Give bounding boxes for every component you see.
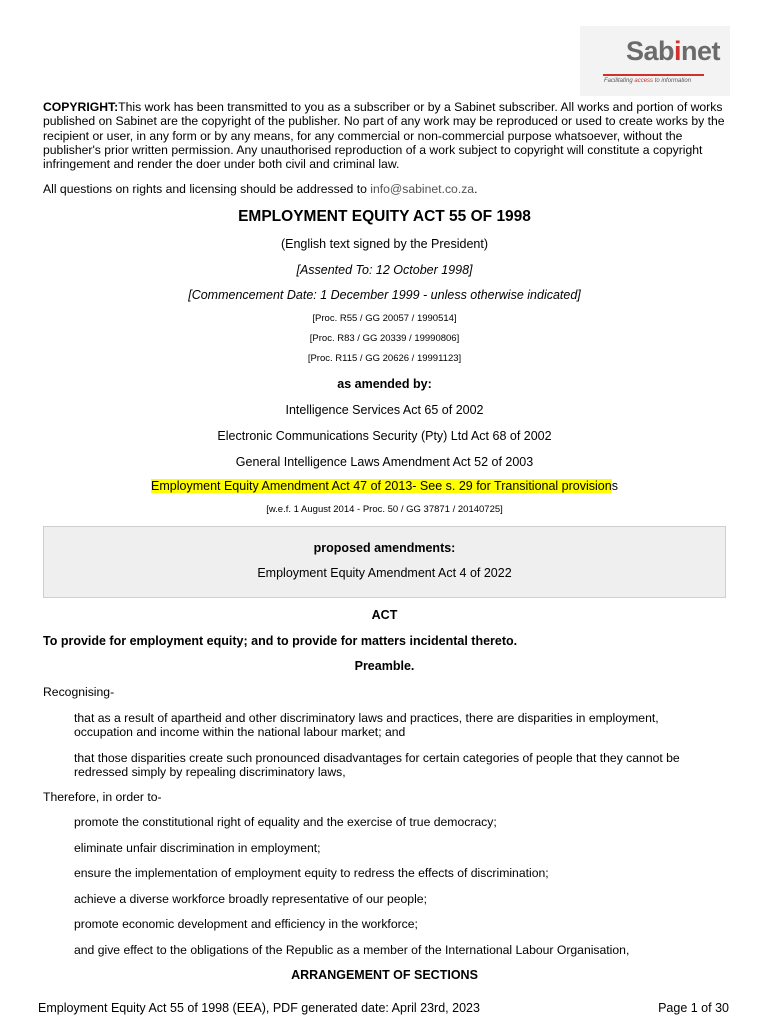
therefore-item: achieve a diverse workforce broadly representative of our people; — [74, 892, 427, 906]
amendment-1: Intelligence Services Act 65 of 2002 — [285, 403, 484, 417]
logo-tagline: Facilitating access to information — [604, 78, 692, 84]
proclamation-1: [Proc. R55 / GG 20057 / 1990514] — [312, 313, 457, 324]
proposed-amendments-label: proposed amendments: — [313, 541, 456, 555]
wef-note: [w.e.f. 1 August 2014 - Proc. 50 / GG 37871 / 20140725] — [266, 504, 503, 515]
amendment-3: General Intelligence Laws Amendment Act 52 of 2003 — [235, 455, 534, 469]
long-title: To provide for employment equity; and to provide for matters incidental thereto. — [43, 634, 518, 648]
preamble-heading: Preamble. — [354, 659, 415, 673]
arrangement-heading: ARRANGEMENT OF SECTIONS — [291, 968, 478, 982]
act-heading: ACT — [371, 608, 398, 622]
amendment-2: Electronic Communications Security (Pty) Ltd Act 68 of 2002 — [217, 429, 552, 443]
therefore-item: eliminate unfair discrimination in employment; — [74, 841, 321, 855]
amendment-4-highlighted[interactable]: Employment Equity Amendment Act 47 of 2013- See s. 29 for Transitional provisions — [151, 479, 618, 493]
proclamation-2: [Proc. R83 / GG 20339 / 19990806] — [309, 333, 460, 344]
logo-wordmark: Sabinet — [626, 36, 721, 66]
proclamation-3: [Proc. R115 / GG 20626 / 19991123] — [307, 353, 462, 364]
rights-email-link[interactable]: info@sabinet.co.za — [370, 182, 475, 196]
recognising-item: that as a result of apartheid and other discriminatory laws and practices, there are disparities in employment, occupation and income within the national labour market; and — [74, 711, 659, 739]
assented-date: [Assented To: 12 October 1998] — [296, 263, 473, 277]
sabinet-logo — [580, 26, 730, 96]
footer-page-number: Page 1 of 30 — [658, 1001, 729, 1015]
therefore-item: ensure the implementation of employment equity to redress the effects of discrimination; — [74, 866, 549, 880]
copyright-notice — [43, 100, 729, 171]
therefore-item: promote economic development and efficiency in the workforce; — [74, 917, 418, 931]
act-title: EMPLOYMENT EQUITY ACT 55 OF 1998 — [238, 208, 531, 225]
commencement-date: [Commencement Date: 1 December 1999 - unless otherwise indicated] — [188, 288, 581, 302]
logo-underline — [603, 74, 704, 76]
signed-note: (English text signed by the President) — [280, 237, 489, 251]
footer-document-info: Employment Equity Act 55 of 1998 (EEA), PDF generated date: April 23rd, 2023 — [38, 1001, 480, 1015]
recognising-label: Recognising- — [43, 685, 115, 699]
therefore-item: and give effect to the obligations of the Republic as a member of the International Labour Organisation, — [74, 943, 630, 957]
therefore-label: Therefore, in order to- — [43, 790, 162, 804]
copyright-label: COPYRIGHT: — [43, 100, 119, 114]
copyright-text: This work has been transmitted to you as a subscriber or by a Sabinet subscriber. All works and portion of works published on Sabinet are the copyright of the publisher. No part of any work may be reproduced or used to create works by the recipient or user, in any form or by any means, for any commercial or non-commercial purpose whatsoever, without the publisher's prior written permission. Any unauthorised reproduction of a work subject to copyright will constitute a copyright infringement and render the doer under both civil and criminal law. — [43, 100, 725, 172]
amended-by-label: as amended by: — [337, 377, 432, 391]
therefore-item: promote the constitutional right of equality and the exercise of true democracy; — [74, 815, 497, 829]
proposed-amendment-item: Employment Equity Amendment Act 4 of 2022 — [257, 566, 512, 580]
rights-notice: All questions on rights and licensing should be addressed to info@sabinet.co.za. — [43, 182, 478, 196]
proposed-amendments-box — [43, 526, 726, 598]
recognising-item: that those disparities create such pronounced disadvantages for certain categories of people that they cannot be redressed simply by repealing discriminatory laws, — [74, 751, 680, 779]
